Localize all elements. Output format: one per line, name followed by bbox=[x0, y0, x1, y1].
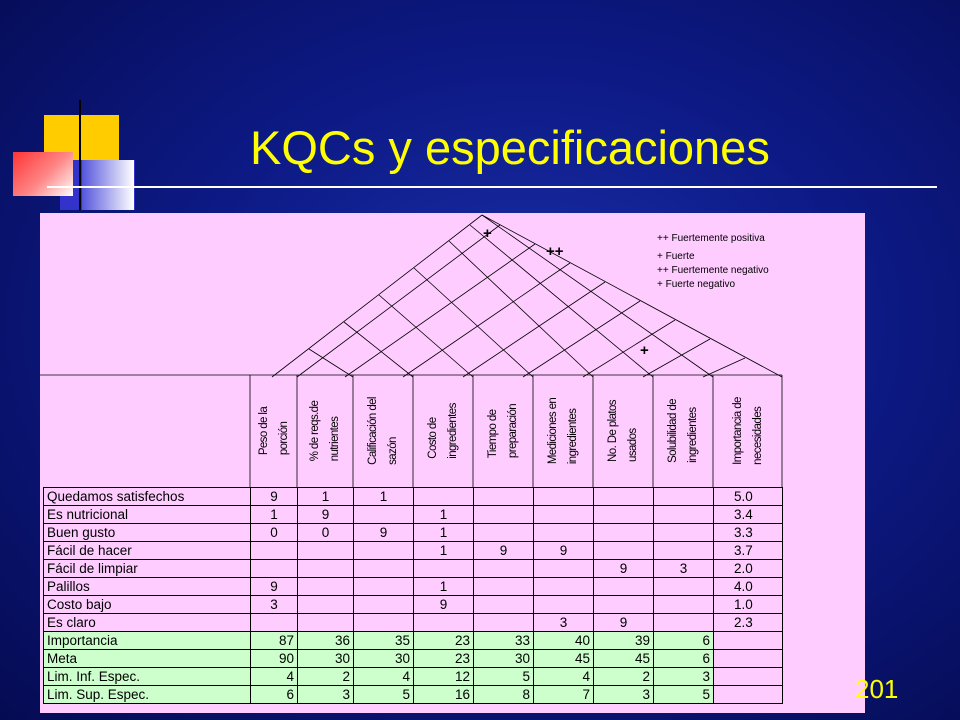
customer-need-label: Fácil de hacer bbox=[44, 542, 251, 560]
spec-cell: 45 bbox=[534, 650, 594, 668]
spec-cell: 6 bbox=[654, 632, 714, 650]
legend-item: ++ Fuertemente positiva bbox=[657, 233, 765, 244]
relationship-cell bbox=[474, 524, 534, 542]
spec-row-label: Lim. Sup. Espec. bbox=[44, 686, 251, 704]
column-header: Solubilidad de ingredientes bbox=[667, 399, 699, 463]
spec-cell: 4 bbox=[354, 668, 414, 686]
spec-cell: 8 bbox=[474, 686, 534, 704]
table-row bbox=[44, 488, 783, 506]
relationship-cell bbox=[654, 524, 714, 542]
spec-cell: 12 bbox=[414, 668, 474, 686]
relationship-cell bbox=[354, 614, 414, 632]
spec-cell: 5 bbox=[474, 668, 534, 686]
relationship-cell: 1 bbox=[251, 506, 298, 524]
spec-row-label: Meta bbox=[44, 650, 251, 668]
spec-cell: 6 bbox=[654, 650, 714, 668]
empty-cell bbox=[714, 668, 783, 686]
relationship-cell bbox=[654, 488, 714, 506]
decor-vertical-line bbox=[79, 100, 81, 210]
relationship-cell bbox=[354, 578, 414, 596]
customer-need-label: Quedamos satisfechos bbox=[44, 488, 251, 506]
relationship-cell: 1 bbox=[414, 506, 474, 524]
relationship-cell: 3 bbox=[534, 614, 594, 632]
customer-need-label: Palillos bbox=[44, 578, 251, 596]
slide-title: KQCs y especificaciones bbox=[250, 121, 770, 174]
spec-cell: 7 bbox=[534, 686, 594, 704]
spec-cell: 16 bbox=[414, 686, 474, 704]
column-header: Tiempo de preparación bbox=[487, 403, 519, 459]
spec-cell: 90 bbox=[251, 650, 298, 668]
roof-symbol-plus: + bbox=[483, 225, 492, 242]
importance-cell: 2.3 bbox=[714, 614, 783, 632]
column-header: Importancia de necesidades bbox=[731, 397, 764, 465]
relationship-cell: 3 bbox=[251, 596, 298, 614]
relationship-cell: 9 bbox=[594, 560, 654, 578]
roof-symbol-plus: + bbox=[640, 342, 649, 359]
relationship-cell: 9 bbox=[354, 524, 414, 542]
spec-cell: 3 bbox=[654, 668, 714, 686]
relationship-cell: 1 bbox=[414, 578, 474, 596]
spec-row-label: Lim. Inf. Espec. bbox=[44, 668, 251, 686]
relationship-cell: 0 bbox=[298, 524, 354, 542]
customer-need-label: Fácil de limpiar bbox=[44, 560, 251, 578]
relationship-cell bbox=[594, 542, 654, 560]
spec-cell: 36 bbox=[298, 632, 354, 650]
relationship-cell bbox=[354, 542, 414, 560]
relationship-cell bbox=[474, 614, 534, 632]
spec-row-label: Importancia bbox=[44, 632, 251, 650]
relationship-cell: 1 bbox=[414, 542, 474, 560]
relationship-cell: 9 bbox=[251, 578, 298, 596]
importance-cell: 5.0 bbox=[714, 488, 783, 506]
relationship-cell bbox=[594, 506, 654, 524]
spec-row bbox=[44, 650, 783, 668]
relationship-cell bbox=[354, 560, 414, 578]
spec-row bbox=[44, 668, 783, 686]
relationship-cell bbox=[474, 596, 534, 614]
relationship-cell: 9 bbox=[474, 542, 534, 560]
relationship-cell bbox=[534, 596, 594, 614]
relationship-cell bbox=[298, 596, 354, 614]
relationship-cell bbox=[594, 488, 654, 506]
relationship-cell bbox=[298, 614, 354, 632]
spec-cell: 6 bbox=[251, 686, 298, 704]
relationship-cell: 9 bbox=[251, 488, 298, 506]
spec-cell: 33 bbox=[474, 632, 534, 650]
relationship-cell bbox=[534, 560, 594, 578]
relationship-cell: 9 bbox=[298, 506, 354, 524]
relationship-cell bbox=[474, 506, 534, 524]
decor-red-square bbox=[13, 152, 73, 196]
spec-cell: 87 bbox=[251, 632, 298, 650]
table-row bbox=[44, 596, 783, 614]
decor-white-square bbox=[82, 160, 134, 210]
spec-cell: 5 bbox=[354, 686, 414, 704]
relationship-cell bbox=[474, 488, 534, 506]
empty-cell bbox=[714, 686, 783, 704]
relationship-cell bbox=[298, 560, 354, 578]
column-header: Mediciones en ingredientes bbox=[547, 397, 579, 465]
relationship-cell bbox=[354, 506, 414, 524]
table-row bbox=[44, 506, 783, 524]
spec-cell: 45 bbox=[594, 650, 654, 668]
spec-cell: 4 bbox=[534, 668, 594, 686]
spec-cell: 35 bbox=[354, 632, 414, 650]
relationship-cell: 9 bbox=[534, 542, 594, 560]
relationship-cell bbox=[251, 560, 298, 578]
relationship-cell: 9 bbox=[414, 596, 474, 614]
spec-cell: 30 bbox=[354, 650, 414, 668]
importance-cell: 1.0 bbox=[714, 596, 783, 614]
relationship-cell: 1 bbox=[354, 488, 414, 506]
relationship-cell: 1 bbox=[298, 488, 354, 506]
relationship-cell bbox=[251, 614, 298, 632]
importance-cell: 2.0 bbox=[714, 560, 783, 578]
relationship-cell bbox=[594, 596, 654, 614]
relationship-cell bbox=[298, 578, 354, 596]
empty-cell bbox=[714, 650, 783, 668]
spec-cell: 2 bbox=[298, 668, 354, 686]
spec-cell: 40 bbox=[534, 632, 594, 650]
customer-need-label: Es nutricional bbox=[44, 506, 251, 524]
spec-cell: 30 bbox=[298, 650, 354, 668]
relationship-cell bbox=[474, 560, 534, 578]
relationship-cell bbox=[594, 578, 654, 596]
relationship-cell bbox=[654, 614, 714, 632]
spec-cell: 3 bbox=[594, 686, 654, 704]
spec-cell: 39 bbox=[594, 632, 654, 650]
relationship-cell: 0 bbox=[251, 524, 298, 542]
relationship-cell bbox=[414, 488, 474, 506]
table-row bbox=[44, 524, 783, 542]
relationship-cell bbox=[534, 506, 594, 524]
relationship-cell bbox=[654, 506, 714, 524]
customer-need-label: Buen gusto bbox=[44, 524, 251, 542]
spec-cell: 3 bbox=[298, 686, 354, 704]
importance-cell: 3.7 bbox=[714, 542, 783, 560]
relationship-cell bbox=[654, 596, 714, 614]
spec-cell: 5 bbox=[654, 686, 714, 704]
column-header: % de reqs.de nutrientes bbox=[309, 400, 341, 462]
column-header: No. De platos usados bbox=[607, 400, 639, 462]
spec-cell: 2 bbox=[594, 668, 654, 686]
legend-item: + Fuerte negativo bbox=[657, 279, 736, 290]
column-header: Calificación del sazón bbox=[367, 397, 399, 465]
relationship-cell bbox=[474, 578, 534, 596]
column-header: Peso de la porción bbox=[257, 406, 290, 456]
spec-cell: 23 bbox=[414, 632, 474, 650]
relationship-cell bbox=[354, 596, 414, 614]
relationship-cell bbox=[414, 560, 474, 578]
table-row bbox=[44, 578, 783, 596]
spec-cell: 4 bbox=[251, 668, 298, 686]
empty-cell bbox=[714, 632, 783, 650]
table-row bbox=[44, 542, 783, 560]
relationship-cell bbox=[534, 524, 594, 542]
column-header: Costo de ingredientes bbox=[427, 403, 459, 459]
spec-cell: 23 bbox=[414, 650, 474, 668]
house-of-quality bbox=[40, 213, 865, 713]
table-row bbox=[44, 614, 783, 632]
importance-cell: 3.4 bbox=[714, 506, 783, 524]
table-row bbox=[44, 560, 783, 578]
relationship-cell bbox=[594, 524, 654, 542]
relationship-cell: 9 bbox=[594, 614, 654, 632]
spec-cell: 30 bbox=[474, 650, 534, 668]
relationship-cell bbox=[414, 614, 474, 632]
importance-cell: 4.0 bbox=[714, 578, 783, 596]
importance-cell: 3.3 bbox=[714, 524, 783, 542]
relationship-matrix bbox=[43, 487, 783, 704]
legend-item: ++ Fuertemente negativo bbox=[657, 265, 769, 276]
spec-row bbox=[44, 632, 783, 650]
relationship-cell bbox=[534, 578, 594, 596]
legend-item: + Fuerte bbox=[657, 251, 695, 262]
relationship-cell bbox=[654, 578, 714, 596]
relationship-cell bbox=[654, 542, 714, 560]
relationship-cell: 3 bbox=[654, 560, 714, 578]
page-number: 201 bbox=[855, 674, 899, 704]
relationship-cell: 1 bbox=[414, 524, 474, 542]
relationship-cell bbox=[251, 542, 298, 560]
relationship-cell bbox=[534, 488, 594, 506]
relationship-cell bbox=[298, 542, 354, 560]
customer-need-label: Es claro bbox=[44, 614, 251, 632]
customer-need-label: Costo bajo bbox=[44, 596, 251, 614]
spec-row bbox=[44, 686, 783, 704]
title-underline bbox=[47, 186, 937, 188]
roof-symbol-double-plus: ++ bbox=[546, 243, 564, 260]
